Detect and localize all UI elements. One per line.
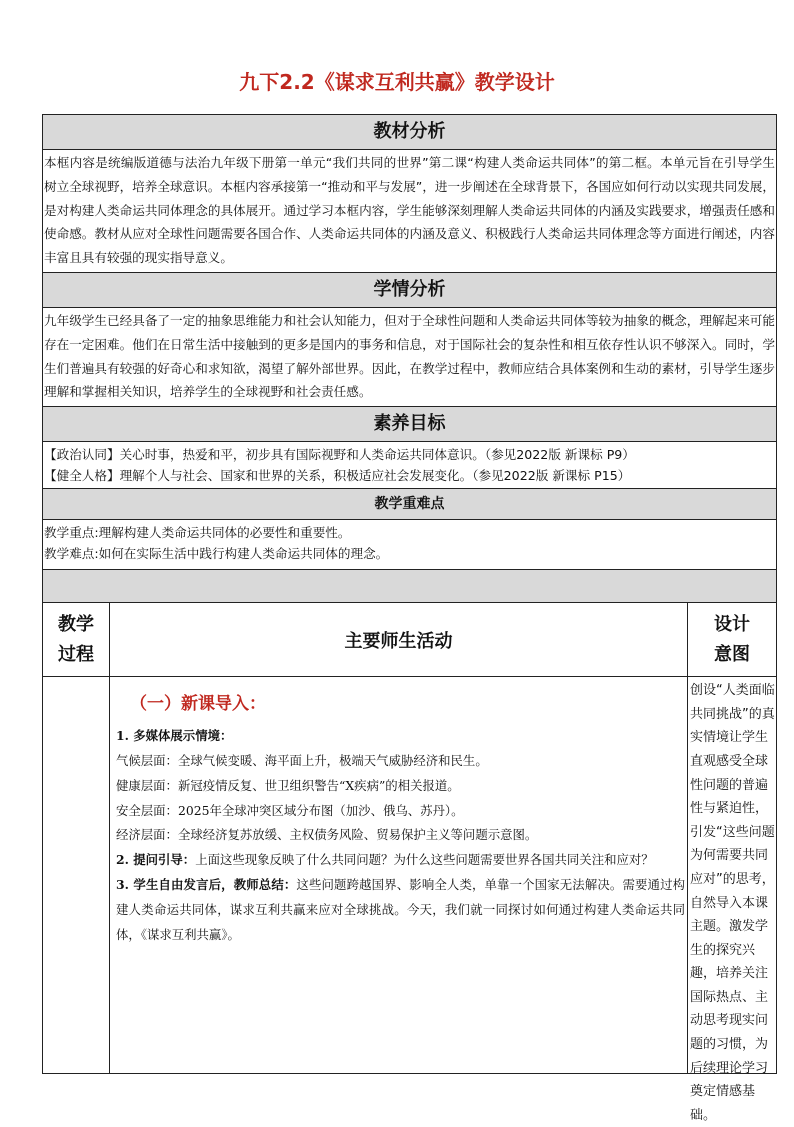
- key-points-content: [43, 520, 776, 570]
- intent-column-header: [688, 603, 776, 676]
- step-3: [116, 873, 685, 947]
- student-analysis-heading: 学情分析: [43, 273, 776, 308]
- step-1-line: 健康层面：新冠疫情反复、世卫组织警告“X疾病”的相关报道。: [116, 777, 460, 793]
- process-cell: [43, 677, 110, 1073]
- intent-header-line: 意图: [714, 643, 750, 665]
- student-analysis-content: 九年级学生已经具备了一定的抽象思维能力和社会认知能力，但对于全球性问题和人类命运共同体等较为抽象的概念，理解起来可能存在一定困难。他们在日常生活中接触到的更多是国内的事务和信息，对于国际社会的复杂性和相互依存性认识不够深入。同时，学生们普遍具有较强的好奇心和求知欲，渴望了解外部世界。因此，在教学过程中，教师应结合具体案例和生动的素材，引导学生逐步理解和掌握相关知识，培养学生的全球视野和社会责任感。: [43, 308, 776, 407]
- goal-item: 【健全人格】理解个人与社会、国家和世界的关系，积极适应社会发展变化。（参见2022版 新课标 P15）: [44, 468, 631, 484]
- step-3-title: 3. 学生自由发言后，教师总结：: [116, 876, 297, 892]
- teaching-focus: 教学重点:理解构建人类命运共同体的必要性和重要性。: [44, 525, 351, 541]
- lesson-plan-table: [42, 114, 777, 1123]
- goals-heading: 素养目标: [43, 407, 776, 442]
- step-1-line: 气候层面：全球气候变暖、海平面上升，极端天气威胁经济和民生。: [116, 752, 488, 768]
- step-1-title: 1. 多媒体展示情境：: [116, 728, 233, 744]
- step-1-line: 安全层面：2025年全球冲突区域分布图（加沙、俄乌、苏丹）。: [116, 802, 464, 818]
- step-2-title: 2. 提问引导：: [116, 852, 196, 868]
- step-3-text: 这些问题跨越国界、影响全人类，单靠一个国家无法解决。需要通过构建人类命运共同体，谋求互利共赢来应对全球挑战。今天，我们就一同探讨如何通过构建人类命运共同体，《谋求互利共赢》。: [116, 876, 686, 942]
- process-header-line: 教学: [58, 613, 94, 635]
- key-points-heading: 教学重难点: [43, 489, 776, 520]
- empty-band: [43, 570, 776, 603]
- step-2-text: 上面这些现象反映了什么共同问题？为什么这些问题需要世界各国共同关注和应对？: [195, 852, 654, 868]
- process-header-row: [43, 603, 776, 677]
- activities-column-header: 主要师生活动: [110, 603, 688, 676]
- teaching-difficulty: 教学难点:如何在实际生活中践行构建人类命运共同体的理念。: [44, 546, 389, 562]
- step-1-line: 经济层面：全球经济复苏放缓、主权债务风险、贸易保护主义等问题示意图。: [116, 827, 538, 843]
- intent-header-line: 设计: [714, 613, 750, 635]
- goal-item: 【政治认同】关心时事，热爱和平，初步具有国际视野和人类命运共同体意识。（参见2022版 新课标 P9）: [44, 447, 635, 463]
- section-heading: （一）新课导入：: [130, 694, 266, 715]
- step-2: [116, 848, 685, 873]
- textbook-analysis-heading: 教材分析: [43, 115, 776, 150]
- process-column-header: [43, 603, 110, 676]
- activity-text: [116, 724, 685, 947]
- textbook-analysis-content: 本框内容是统编版道德与法治九年级下册第一单元“我们共同的世界”第二课“构建人类命运共同体”的第二框。本单元旨在引导学生树立全球视野，培养全球意识。本框内容承接第一“推动和平与发展”，进一步阐述在全球背景下，各国应如何行动以实现共同发展，是对构建人类命运共同体理念的具体展开。通过学习本框内容，学生能够深刻理解人类命运共同体的内涵及实践要求，增强责任感和使命感。教材从应对全球性问题需要各国合作、人类命运共同体的内涵及意义、积极践行人类命运共同体理念等方面进行阐述，内容丰富且具有较强的现实指导意义。: [43, 150, 776, 273]
- activities-cell: [110, 677, 688, 1073]
- process-header-line: 过程: [58, 643, 94, 665]
- goals-list: [43, 442, 776, 489]
- process-body-row: [43, 677, 776, 1123]
- page-title: 九下2.2《谋求互利共赢》教学设计: [239, 70, 555, 94]
- intent-cell: 创设“人类面临共同挑战”的真实情境让学生直观感受全球性问题的普遍性与紧迫性，引发“这些问题为何需要共同应对”的思考，自然导入本课主题。激发学生的探究兴趣，培养关注国际热点、主动思考现实问题的习惯，为后续理论学习奠定情感基础。: [690, 683, 775, 1123]
